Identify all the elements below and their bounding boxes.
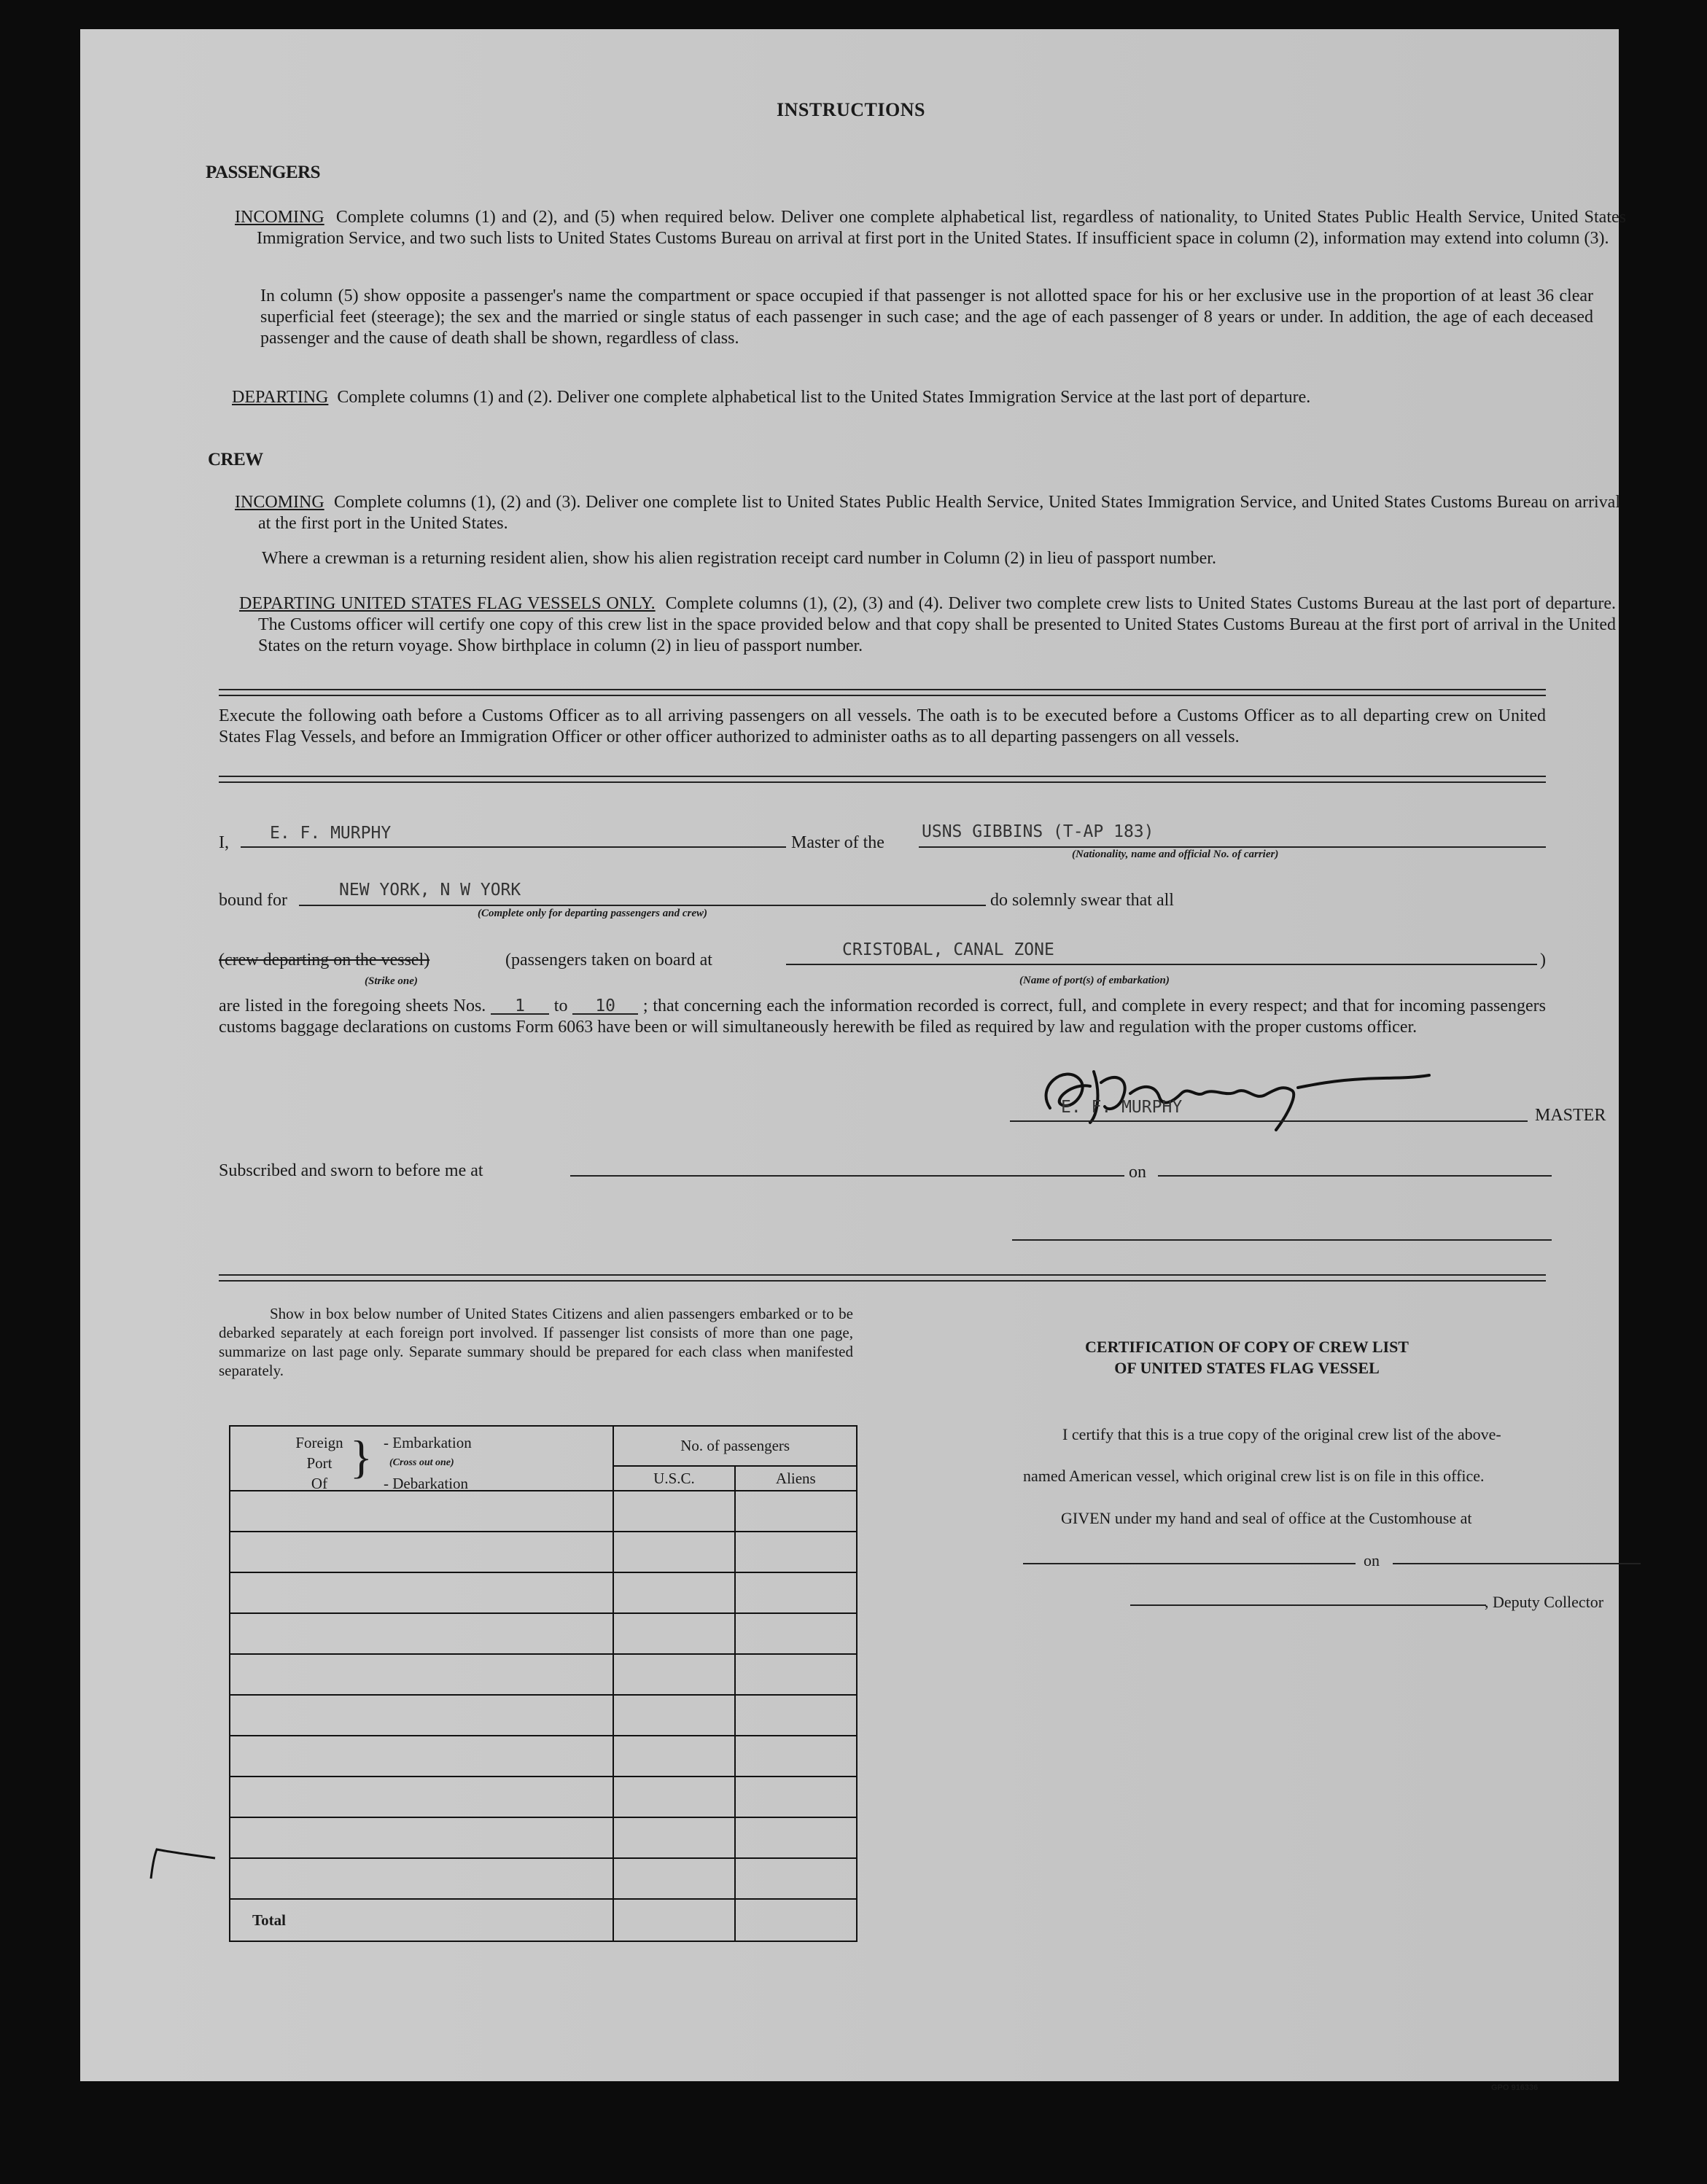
debark-label: - Debarkation	[384, 1475, 469, 1492]
page-title: INSTRUCTIONS	[777, 99, 925, 120]
crew-departing-block	[239, 593, 1616, 657]
sworn-place-line	[570, 1175, 1124, 1177]
vessel-hint: (Nationality, name and official No. of carrier)	[1072, 849, 1279, 860]
embark-label: - Embarkation	[384, 1434, 472, 1451]
passengers-column5-text: In column (5) show opposite a passenger's name the compartment or space occupied if that passenger is not allotted space for his or her exclusive use in the proportion of at least 36 clear superficial feet (steerage); the sex and the married or single status of each passenger in such case; and the age of each passenger of 8 years or under. In addition, the age of each deceased passenger and the cause of death shall be shown, regardless of class.	[260, 286, 1593, 348]
port-label-2: Port	[306, 1454, 333, 1472]
crew-incoming-block	[235, 492, 1620, 534]
to-label: to	[553, 997, 568, 1015]
passengers-departing-text: Complete columns (1) and (2). Deliver one complete alphabetical list to the United States Immigration Service at the last port of departure.	[337, 388, 1311, 407]
passengers-header: No. of passengers	[613, 1426, 857, 1466]
document-page	[80, 29, 1626, 2092]
passenger-summary-table	[229, 1425, 858, 1942]
crew-incoming-label: INCOMING	[235, 493, 324, 512]
table-row	[230, 1858, 857, 1899]
listed-label: are listed in the foregoing sheets Nos.	[219, 997, 486, 1015]
certification-date-line	[1393, 1563, 1641, 1564]
table-row	[230, 1491, 857, 1532]
officer-signature-line	[1012, 1239, 1552, 1241]
passengers-option: (passengers taken on board at	[505, 951, 712, 970]
table-row	[230, 1777, 857, 1817]
passengers-departing-block	[232, 387, 1629, 408]
passengers-heading: PASSENGERS	[206, 163, 321, 182]
sworn-date-line	[1158, 1175, 1552, 1177]
strike-hint: (Strike one)	[365, 975, 418, 987]
crew-resident-text: Where a crewman is a returning resident alien, show his alien registration receipt card number in Column (2) in lieu of passport number.	[262, 549, 1216, 568]
vessel-line	[919, 846, 1546, 848]
listed-text: ; that concerning each the information recorded is correct, full, and complete in every respect; and that for incoming passengers customs baggage declarations on customs Form 6063 have been or will simultaneously herewith be filed as required by law and regulation with the proper customs officer.	[219, 997, 1547, 1037]
table-row	[230, 1613, 857, 1654]
table-row	[230, 1654, 857, 1695]
certification-line-3: GIVEN under my hand and seal of office at the Customhouse at	[1061, 1509, 1472, 1527]
bound-label: bound for	[219, 891, 287, 910]
table-row	[230, 1736, 857, 1777]
certification-line-2: named American vessel, which original crew list is on file in this office.	[1023, 1467, 1485, 1485]
port-header-cell	[230, 1426, 613, 1491]
crew-departing-label: DEPARTING UNITED STATES FLAG VESSELS ONLY.	[239, 594, 656, 613]
sheet-to-field: 10	[572, 999, 638, 1015]
port-hint: (Name of port(s) of embarkation)	[1019, 975, 1170, 986]
certification-title-1: CERTIFICATION OF COPY OF CREW LIST	[1085, 1338, 1409, 1356]
master-name-line	[241, 846, 786, 848]
summary-instructions: Show in box below number of United States Citizens and alien passengers embarked or to be debarked separately at each foreign port involved. If passenger list consists of more than one page, summarize on last page only. Separate summary should be prepared for each class when manifested separately.	[219, 1305, 853, 1379]
swear-text: do solemnly swear that all	[990, 891, 1174, 910]
pencil-mark	[142, 1833, 222, 1892]
gpo-code: GPO 916336	[1491, 2083, 1539, 2092]
crew-heading: CREW	[208, 450, 263, 469]
divider-double	[219, 1274, 1546, 1282]
port-label-3: Of	[311, 1475, 328, 1492]
total-row	[230, 1899, 857, 1941]
certification-line-1: I certify that this is a true copy of the original crew list of the above-	[1062, 1425, 1501, 1443]
master-label: MASTER	[1535, 1106, 1606, 1125]
subscribed-label: Subscribed and sworn to before me at	[219, 1161, 483, 1180]
total-label: Total	[230, 1899, 613, 1941]
listed-paragraph	[219, 996, 1546, 1038]
typed-name: E. F. MURPHY	[1061, 1098, 1183, 1117]
sheet-from-field: 1	[491, 999, 549, 1015]
port-label-1: Foreign	[295, 1434, 343, 1451]
master-name-field: E. F. MURPHY	[270, 824, 392, 843]
deputy-label: , Deputy Collector	[1485, 1593, 1604, 1611]
sworn-on-label: on	[1129, 1163, 1146, 1182]
divider-double	[219, 689, 1546, 696]
passengers-incoming-text: Complete columns (1) and (2), and (5) when required below. Deliver one complete alphabetical list, regardless of nationality, to United States Public Health Service, United States Immigration Service, and two such lists to United States Customs Bureau on arrival at first port in the United States. If insufficient space in column (2), information may extend into column (3).	[257, 208, 1626, 248]
certification-on-label: on	[1364, 1551, 1380, 1569]
oath-i-label: I,	[219, 833, 229, 852]
certification-title-2: OF UNITED STATES FLAG VESSEL	[1114, 1359, 1380, 1377]
passengers-incoming-block	[235, 207, 1626, 249]
passengers-incoming-label: INCOMING	[235, 208, 324, 227]
port-line	[786, 964, 1537, 965]
table-row	[230, 1572, 857, 1613]
vessel-field: USNS GIBBINS (T-AP 183)	[922, 822, 1154, 841]
table-row	[230, 1532, 857, 1572]
signature	[1021, 1042, 1444, 1137]
divider-double	[219, 776, 1546, 783]
customhouse-line	[1023, 1563, 1356, 1564]
master-signature-line	[1010, 1120, 1528, 1122]
aliens-header: Aliens	[735, 1466, 857, 1491]
port-field: CRISTOBAL, CANAL ZONE	[842, 940, 1054, 959]
crew-departing-text: Complete columns (1), (2), (3) and (4). Deliver two complete crew lists to United States Customs Bureau at the last port of departure. The Customs officer will certify one copy of this crew list in the space provided below and that copy shall be presented to United States Customs Bureau at the first port of arrival in the United States on the return voyage. Show birthplace in column (2) in lieu of passport number.	[258, 594, 1616, 655]
destination-hint: (Complete only for departing passengers and crew)	[478, 908, 707, 919]
certification-title	[1054, 1336, 1440, 1378]
crew-incoming-text: Complete columns (1), (2) and (3). Deliver one complete list to United States Public Health Service, United States Immigration Service, and United States Customs Bureau on arrival at the first port in the United States.	[258, 493, 1620, 533]
destination-line	[299, 905, 986, 906]
close-paren: )	[1540, 951, 1546, 970]
destination-field: NEW YORK, N W YORK	[339, 881, 521, 900]
deputy-signature-line	[1130, 1604, 1486, 1606]
crew-option-struck	[219, 951, 429, 970]
cross-hint: (Cross out one)	[389, 1457, 454, 1468]
passengers-departing-label: DEPARTING	[232, 388, 329, 407]
brace-icon: }	[350, 1431, 373, 1483]
oath-instruction: Execute the following oath before a Customs Officer as to all arriving passengers on all vessels. The oath is to be executed before a Customs Officer as to all departing crew on United States Flag Vessels, and before an Immigration Officer or other officer authorized to administer oaths as to all departing passengers on all vessels.	[219, 706, 1546, 746]
table-row	[230, 1817, 857, 1858]
crew-option: (crew departing on the vessel)	[219, 951, 430, 970]
table-row	[230, 1695, 857, 1736]
master-of-label: Master of the	[791, 833, 884, 852]
usc-header: U.S.C.	[613, 1466, 734, 1491]
